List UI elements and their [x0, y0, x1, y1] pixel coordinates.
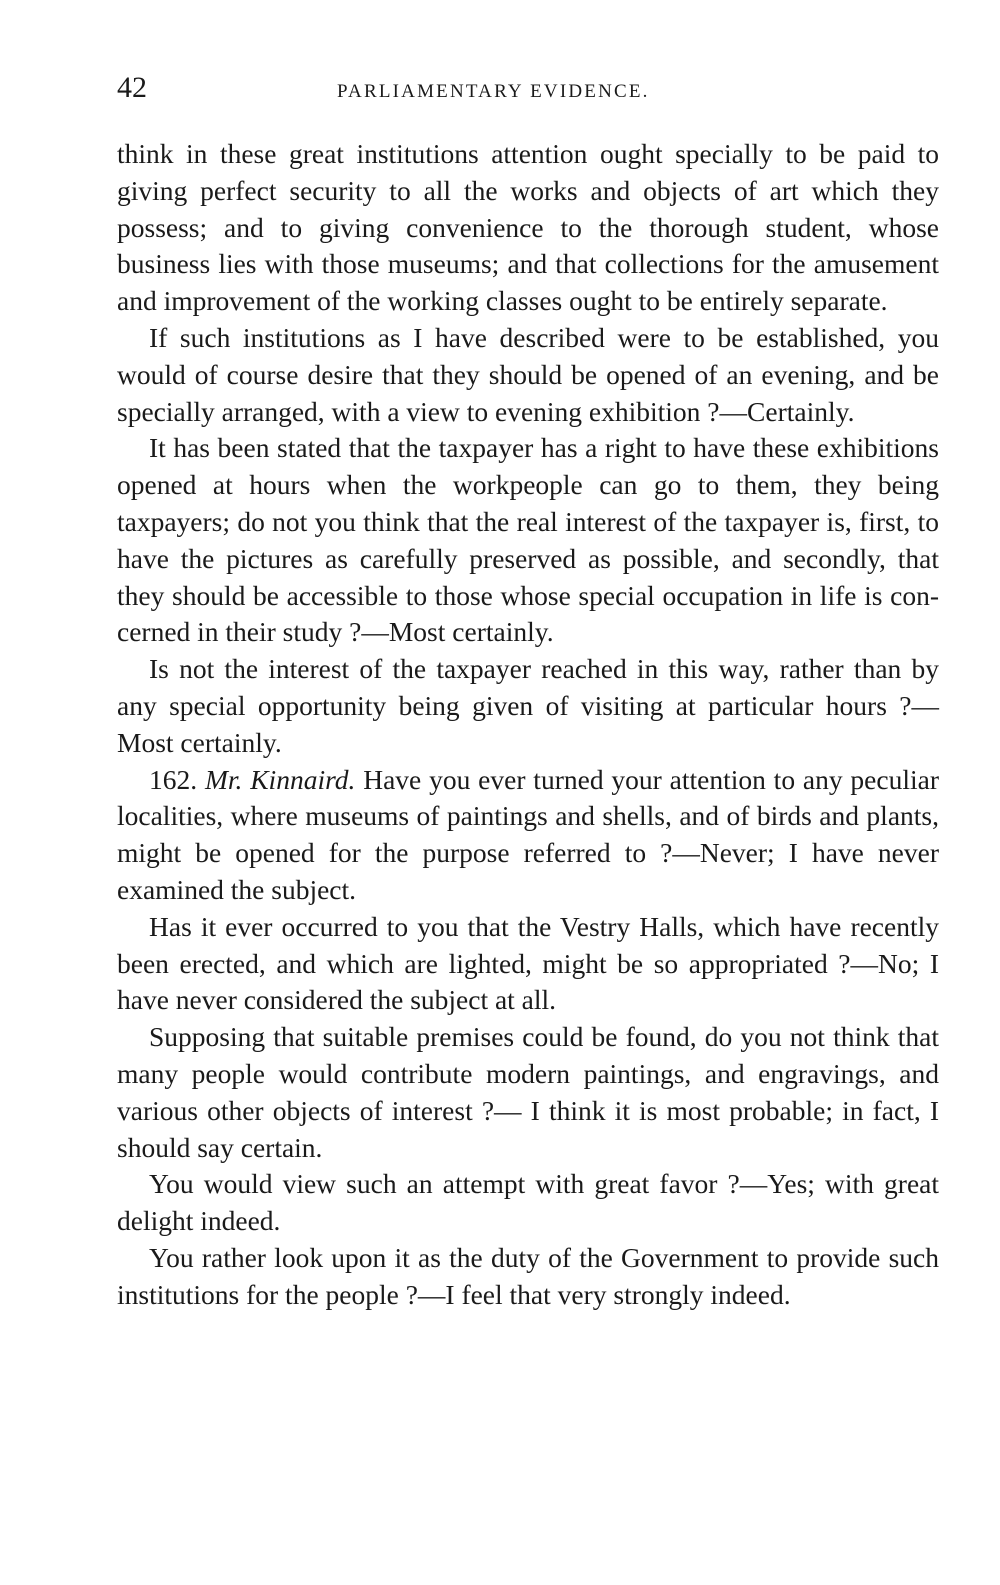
running-title: PARLIAMENTARY EVIDENCE.: [337, 81, 650, 102]
running-head: [117, 70, 939, 110]
book-page: [117, 70, 939, 1314]
paragraph: You would view such an attempt with great favor ?—Yes; with great delight indeed.: [117, 1168, 939, 1237]
paragraph-question-162: [117, 762, 939, 909]
question-text: Have you ever turned your attention to any peculiar localities, where museums of paintings and shells, and of birds and plants, might be opened for the purpose referred to ?—Never; I have never examined the subject.: [117, 763, 939, 905]
paragraph: think in these great institutions attention ought specially to be paid to giving perfect security to all the works and objects of art which they possess; and to giving convenience to the thorough student, whose business lies with those museums; and that collections for the amusement and improvement of the working classes ought to be entirely separate.: [117, 138, 939, 317]
paragraph: Has it ever occurred to you that the Vestry Halls, which have recently been erected, and which are lighted, might be so appropriated ?—No; I have never considered the subject at all.: [117, 910, 939, 1016]
paragraph: Is not the interest of the taxpayer reached in this way, rather than by any special opportunity being given of visiting at particular hours ?—Most certainly.: [117, 653, 939, 758]
paragraph: If such institutions as I have described were to be established, you would of course desire that they should be opened of an evening, and be specially arranged, with a view to evening exhibition ?—Certainly.: [117, 321, 939, 427]
paragraph: Supposing that suitable premises could be found, do you not think that many people would contribute modern paintings, and engravings, and various other objects of interest ?— I think it is most probable; in fact, I should say certain.: [117, 1021, 939, 1163]
page-number: 42: [117, 71, 147, 104]
paragraph: It has been stated that the taxpayer has a right to have these exhibitions opened at hours when the workpeople can go to them, they being taxpayers; do not you think that the real interest of the taxpayer is, first, to have the pictures as carefully preserved as possible, and secondly, that they should be accessible to those whose special occupation in life is concerned in their study ?—Most certainly.: [117, 432, 939, 648]
body-text: [117, 136, 939, 1314]
speaker-name: Mr. Kinnaird.: [204, 763, 356, 795]
question-number: 162.: [149, 763, 198, 795]
paragraph: You rather look upon it as the duty of the Government to provide such institutions for the people ?—I feel that very strongly indeed.: [117, 1241, 939, 1310]
